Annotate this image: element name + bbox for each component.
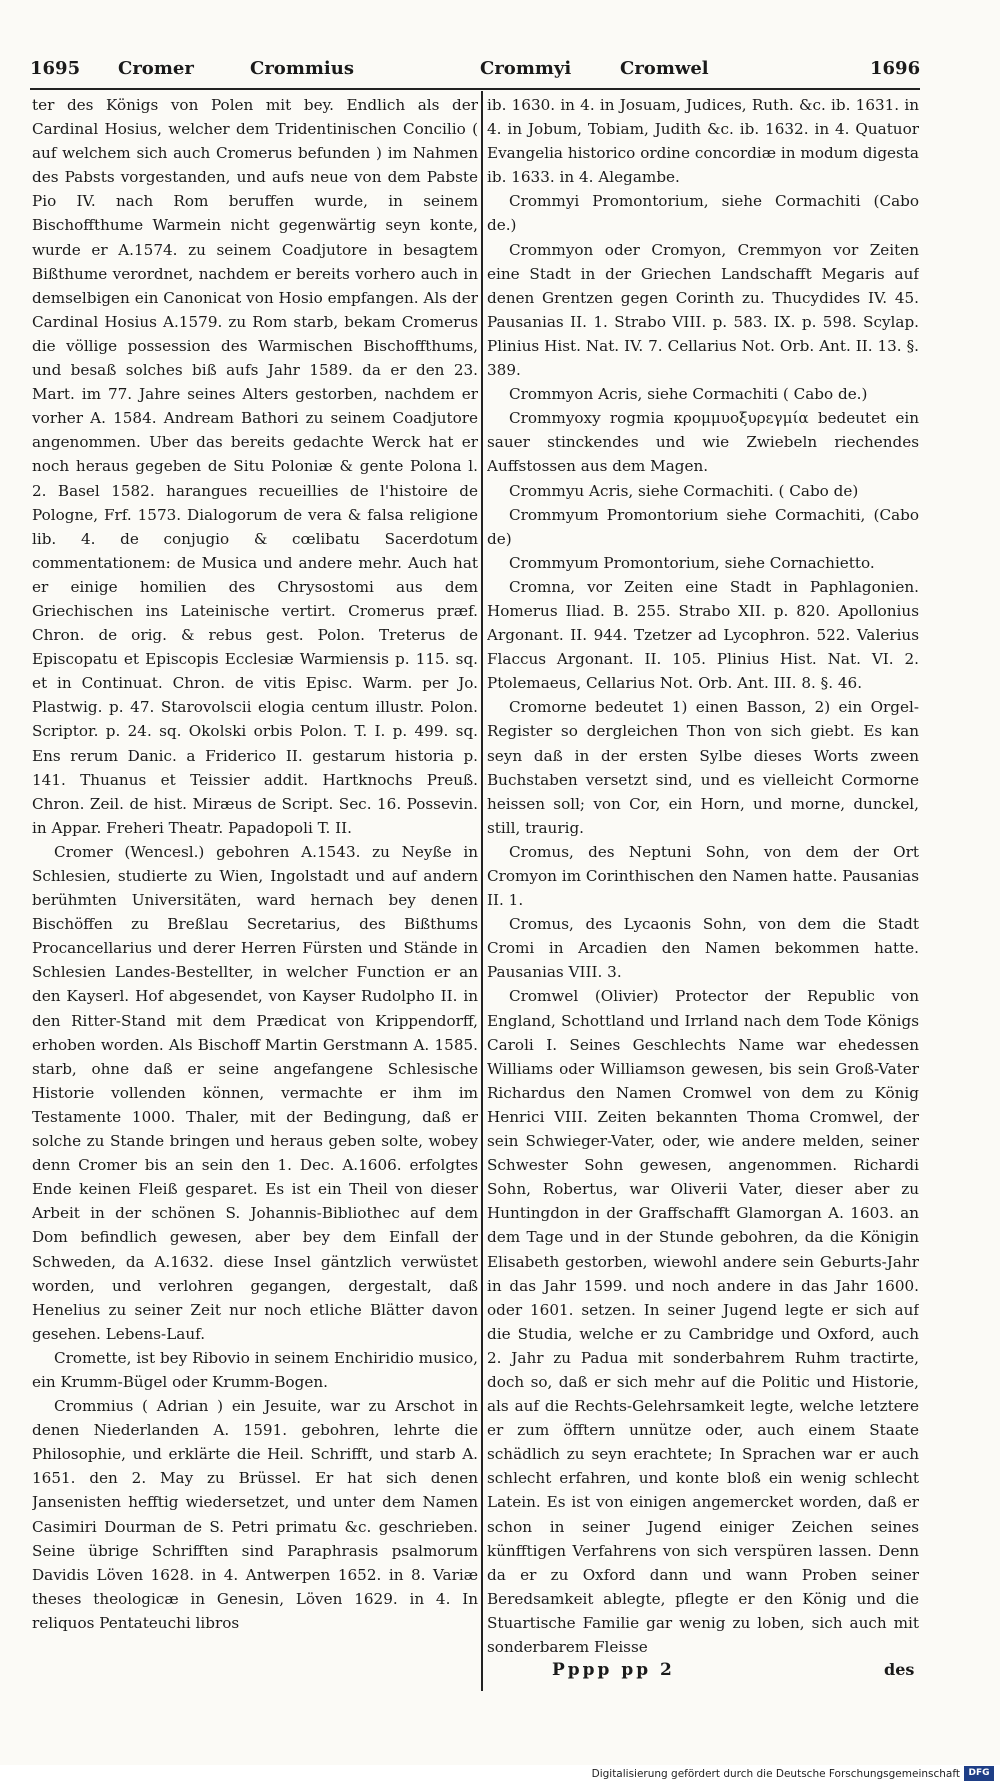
signature-mark: Pppp pp 2 bbox=[552, 1660, 675, 1680]
entry-crommius: Crommius ( Adrian ) ein Jesuite, war zu Arschot in denen Niederlanden A. 1591. gebohren, lehrte die Philosophie, und erklärte die Heil. Schrifft, und starb A. 1651. den 2. May zu Brüssel. Er hat sich denen Jansenisten hefftig wiedersetzet, und unter dem Namen Casimiri Dourman de S. Petri primatu &c. geschrieben. Seine übrige Schrifften sind Paraphrasis psalmorum Davidis Löven 1628. in 4. Antwerpen 1652. in 8. Variæ theses theologicæ in Genesin, Löven 1629. in 4. In reliquos Pentateuchi libros bbox=[32, 1397, 478, 1632]
entry-crommyoxyrogmia: Crommyoxy rogmia κρομμυοξυρεγμία bedeutet ein sauer stinckendes und wie Zwiebeln riechendes Auffstossen aus dem Magen. bbox=[487, 409, 919, 476]
entry-crommyum-promontorium: Crommyum Promontorium siehe Cormachiti, (Cabo de) bbox=[487, 505, 919, 548]
entry-cromette: Cromette, ist bey Ribovio in seinem Enchiridio musico, ein Krumm-Bügel oder Krumm-Bogen. bbox=[32, 1348, 478, 1391]
entry-crommyu-acris: Crommyu Acris, siehe Cormachiti. ( Cabo de) bbox=[509, 481, 859, 500]
entry-cromer-continued: ter des Königs von Polen mit bey. Endlich als der Cardinal Hosius, welcher dem Tridentinischen Concilio ( auf welchem sich auch Cromerus befunden ) im Nahmen des Pabsts vorgestanden, und aufs neue von dem Pabste Pio IV. nach Rom beruffen wurde, in seinem Bischoffthume Warmein nicht gegenwärtig seyn konte, wurde er A.1574. zu seinem Coadjutore in besagtem Bißthume verordnet, nachdem er bereits vorhero auch in demselbigen ein Canonicat von Hosio empfangen. Als der Cardinal Hosius A.1579. zu Rom starb, bekam Cromerus die völlige possession des Warmischen Bischoffthums, und besaß solches biß aufs Jahr 1589. da er den 23. Mart. im 77. Jahre seines Alters gestorben, nachdem er vorher A. 1584. Andream Bathori zu seinem Coadjutore angenommen. Uber das bereits gedachte Werck hat er noch heraus gegeben de Situ Poloniæ & gente Polona l. 2. Basel 1582. harangues recueillies de l'histoire de Pologne, Frf. 1573. Dialogorum de vera & falsa religione lib. 4. de conjugio & cœlibatu Sacerdotum commentationem: de Musica und andere mehr. Auch hat er einige homilien des Chrysostomi aus dem Griechischen ins Lateinische vertirt. Cromerus præf. Chron. de orig. & rebus gest. Polon. Treterus de Episcopatu et Episcopis Ecclesiæ Warmiensis p. 115. sq. et in Continuat. Chron. de vitis Episc. Warm. per Jo. Plastwig. p. 47. Starovolscii elogia centum illustr. Polon. Scriptor. p. 24. sq. Okolski orbis Polon. T. I. p. 499. sq. Ens rerum Danic. a Friderico II. gestarum historia p. 141. Thuanus et Teissier addit. Hartknochs Preuß. Chron. Zeil. de hist. Miræus de Script. Sec. 16. Possevin. in Appar. Freheri Theatr. Papadopoli T. II. bbox=[32, 96, 478, 837]
column-divider bbox=[481, 91, 483, 1691]
entry-cromorne: Cromorne bedeutet 1) einen Basson, 2) ein Orgel-Register so dergleichen Thon von sich giebt. Es kan seyn daß in der ersten Sylbe dieses Worts zween Buchstaben versetzt sind, und es vielleicht Cormorne heissen soll; von Cor, ein Horn, und morne, dunckel, still, traurig. bbox=[487, 698, 919, 837]
entry-cromna: Cromna, vor Zeiten eine Stadt in Paphlagonien. Homerus Iliad. B. 255. Strabo XII. p. 820. Apollonius Argonant. II. 944. Tzetzer ad Lycophron. 522. Valerius Flaccus Argonant. II. 105. Plinius Hist. Nat. VI. 2. Ptolemaeus, Cellarius Not. Orb. Ant. III. 8. §. 46. bbox=[487, 577, 919, 693]
head-word-crommyi: Crommyi bbox=[480, 58, 572, 79]
head-word-cromwel: Cromwel bbox=[620, 58, 709, 79]
entry-cromus-lycaonis: Cromus, des Lycaonis Sohn, von dem die Stadt Cromi in Arcadien den Namen bekommen hatte. Pausanias VIII. 3. bbox=[487, 915, 919, 982]
entry-crommyum-promontorium-2: Crommyum Promontorium, siehe Cornachietto. bbox=[509, 553, 875, 572]
right-column bbox=[487, 93, 919, 1663]
entry-crommyi-promontorium: Crommyi Promontorium, siehe Cormachiti (Cabo de.) bbox=[487, 192, 919, 235]
entry-crommius-continued: ib. 1630. in 4. in Josuam, Judices, Ruth. &c. ib. 1631. in 4. in Jobum, Tobiam, Judith &c. ib. 1632. in 4. Quatuor Evangelia historico ordine concordiæ in modum digesta ib. 1633. in 4. Alegambe. bbox=[487, 96, 919, 187]
entry-cromwel: Cromwel (Olivier) Protector der Republic von England, Schottland und Irrland nach dem Tode Königs Caroli I. Seines Geschlechts Name war ehedessen Williams oder Williamson gewesen, bis sein Groß-Vater Richardus den Namen Cromwel von dem zu König Henrici VIII. Zeiten bekannten Thoma Cromwel, der sein Schwieger-Vater, oder, wie andere melden, seiner Schwester Sohn gewesen, angenommen. Richardi Sohn, Robertus, war Oliverii Vater, dieser aber zu Huntingdon in der Graffschafft Glamorgan A. 1603. an dem Tage und in der Stunde gebohren, da die Königin Elisabeth gestorben, wiewohl andere sein Geburts-Jahr in das Jahr 1599. und noch andere in das Jahr 1600. oder 1601. setzen. In seiner Jugend legte er sich auf die Studia, welche er zu Cambridge und Oxford, auch 2. Jahr zu Padua mit sonderbahrem Ruhm tractirte, doch so, daß er sich mehr auf die Politic und Historie, als auf die Rechts-Gelehrsamkeit legte, welche letztere er zum öfftern unnütze oder, auch einem Staate schädlich zu seyn erachtete; In Sprachen war er auch schlecht erfahren, und konte bloß ein wenig schlecht Latein. Es ist von einigen angemercket worden, daß er schon in seiner Jugend einiger Zeichen seines künfftigen Verfahrens von sich verspüren lassen. Denn da er zu Oxford dann und wann Proben seiner Beredsamkeit ablegte, pflegte er den König und die Stuartische Familie gar wenig zu loben, sich auch mit sonderbarem Fleisse bbox=[487, 987, 919, 1656]
left-column bbox=[32, 93, 478, 1663]
entry-crommyon-acris: Crommyon Acris, siehe Cormachiti ( Cabo de.) bbox=[509, 385, 868, 404]
entry-cromer-wencesl: Cromer (Wencesl.) gebohren A.1543. zu Neyße in Schlesien, studierte zu Wien, Ingolstadt und auf andern berühmten Universitäten, ward hernach bey denen Bischöffen zu Breßlau Secretarius, des Bißthums Procancellarius und derer Herren Fürsten und Stände in Schlesien Landes-Bestellter, in welcher Function er an den Kayserl. Hof abgesendet, von Kayser Rudolpho II. in den Ritter-Stand mit dem Prædicat von Krippendorff, erhoben worden. Als Bischoff Martin Gerstmann A. 1585. starb, ohne daß er seine angefangene Schlesische Historie vollenden können, vermachte er ihm im Testamente 1000. Thaler, mit der Bedingung, daß er solche zu Stande bringen und heraus geben solte, wobey denn Cromer bis an sein den 1. Dec. A.1606. erfolgtes Ende keinen Fleiß gesparet. Es ist ein Theil von dieser Arbeit in der schönen S. Johannis-Bibliothec auf dem Dom befindlich gewesen, aber bey dem Einfall der Schweden, da A.1632. diese Insel gäntzlich verwüstet worden, und verlohren gegangen, dergestalt, daß Henelius zu seiner Zeit nur noch etliche Blätter davon gesehen. Lebens-Lauf. bbox=[32, 842, 478, 1343]
page-number-left: 1695 bbox=[30, 58, 81, 79]
running-head bbox=[30, 52, 921, 86]
catchword: des bbox=[884, 1660, 915, 1679]
head-word-cromer: Cromer bbox=[118, 58, 194, 79]
entry-crommyon: Crommyon oder Cromyon, Cremmyon vor Zeiten eine Stadt in der Griechen Landschafft Megaris auf denen Grentzen gegen Corinth zu. Thucydides IV. 45. Pausanias II. 1. Strabo VIII. p. 583. IX. p. 598. Scylap. Plinius Hist. Nat. IV. 7. Cellarius Not. Orb. Ant. II. 13. §. 389. bbox=[487, 240, 919, 380]
head-word-crommius: Crommius bbox=[250, 58, 354, 79]
dfg-logo-icon: DFG bbox=[964, 1766, 994, 1781]
digitization-credit: Digitalisierung gefördert durch die Deutsche Forschungsgemeinschaft bbox=[591, 1768, 960, 1780]
header-rule bbox=[30, 88, 920, 90]
entry-cromus-neptuni: Cromus, des Neptuni Sohn, von dem der Ort Cromyon im Corinthischen den Namen hatte. Pausanias II. 1. bbox=[487, 842, 919, 910]
page-number-right: 1696 bbox=[870, 58, 921, 79]
